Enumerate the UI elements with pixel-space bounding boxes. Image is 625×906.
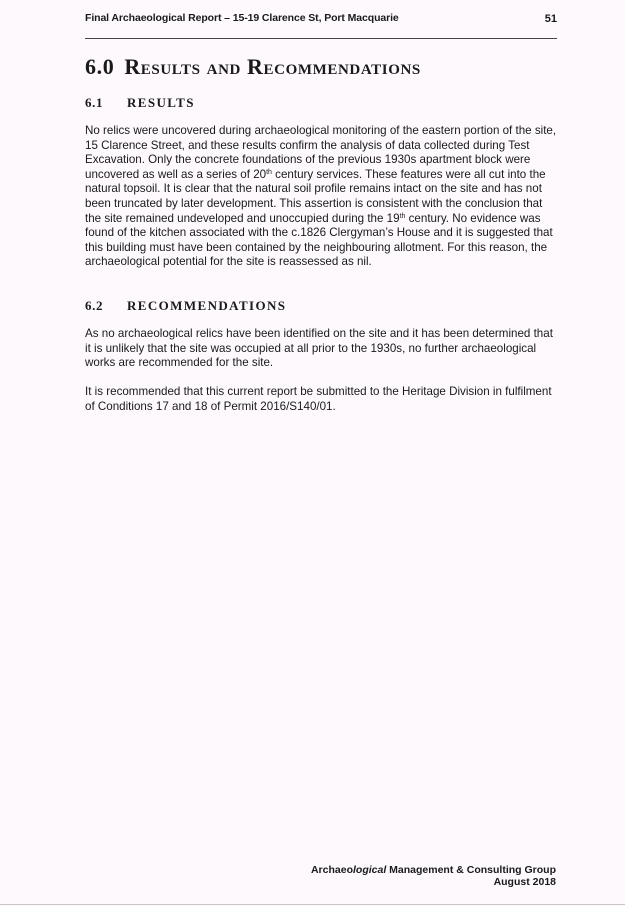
section-title-recommendations: RECOMMENDATIONS	[127, 298, 287, 313]
section-title-results: RESULTS	[127, 95, 195, 110]
chapter-number: 6.0	[85, 54, 115, 79]
footer	[311, 864, 556, 888]
section-heading-recommendations	[85, 298, 286, 314]
section-heading-results	[85, 95, 195, 111]
recommendations-paragraph-1: As no archaeological relics have been identified on the site and it has been determined that it is unlikely that the site was occupied at all prior to the 1930s, no further archaeological works are recommended for the site.	[85, 327, 553, 370]
running-header	[85, 12, 557, 39]
recommendations-paragraph-2: It is recommended that this current report be submitted to the Heritage Division in fulfilment of Conditions 17 and 18 of Permit 2016/S140/01.	[85, 385, 552, 413]
section-number-recommendations: 6.2	[85, 298, 104, 313]
section-number-results: 6.1	[85, 95, 104, 110]
footer-org-part-2: logical	[352, 864, 387, 876]
header-title: Final Archaeological Report – 15-19 Clarence St, Port Macquarie	[85, 12, 399, 24]
chapter-heading	[85, 54, 421, 80]
results-text-part-2: century services. These features were all cut into the natural topsoil. It is clear that the natural soil profile remains intact on the site and has not been truncated by later development. This assertion is consistent with the conclusion that the site remained undeveloped and unoccupied during the 19	[85, 167, 546, 225]
results-superscript-1: th	[266, 168, 272, 176]
page-number: 51	[544, 13, 557, 25]
footer-date: August 2018	[493, 876, 556, 888]
footer-org-part-1: Archaeo	[310, 864, 353, 876]
footer-org-part-3: Management & Consulting Group	[386, 864, 556, 876]
page-bottom-divider	[0, 904, 625, 905]
footer-organisation	[311, 864, 556, 876]
results-superscript-2: th	[399, 212, 406, 220]
results-text-part-3: century. No evidence was found of the kitchen associated with the c.1826 Clergyman’s House and it is suggested that this building must have been contained by the neighbouring allotment. For this reason, the archaeological potential for the site is reassessed as nil.	[85, 211, 553, 269]
results-text-part-1: No relics were uncovered during archaeological monitoring of the eastern portion of the site, 15 Clarence Street, and these results confirm the analysis of data collected during Test Excavation. Only the concrete foundations of the previous 1930s apartment block were uncovered as well as a series of 20	[85, 124, 557, 181]
chapter-title: Results and Recommendations	[124, 54, 421, 79]
results-paragraph	[85, 124, 557, 270]
